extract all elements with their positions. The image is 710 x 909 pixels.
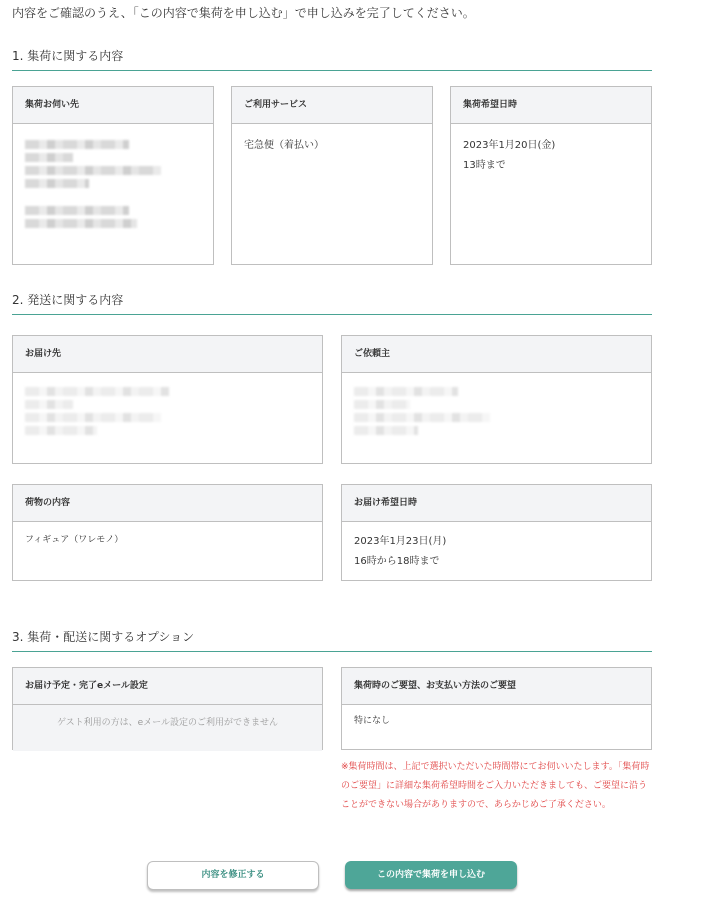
pickup-date: 2023年1月20日(金) <box>463 140 556 151</box>
service-value: 宅急便（着払い） <box>244 140 324 151</box>
sender-card <box>341 335 652 464</box>
pickup-address-redacted <box>13 124 213 244</box>
delivery-datetime-card <box>341 484 652 581</box>
pickup-datetime-card <box>450 86 652 265</box>
contents-label: 荷物の内容 <box>13 485 322 522</box>
redacted-text <box>25 426 97 435</box>
section-title-shipping: 2. 発送に関する内容 <box>12 291 652 315</box>
redacted-text <box>25 400 73 409</box>
service-card <box>231 86 433 265</box>
sender-label: ご依頼主 <box>342 336 651 373</box>
delivery-datetime-label: お届け希望日時 <box>342 485 651 522</box>
email-setting-label: お届け予定・完了eメール設定 <box>13 668 322 705</box>
pickup-address-card <box>12 86 214 265</box>
requests-label: 集荷時のご要望、お支払い方法のご要望 <box>342 668 651 705</box>
redacted-text <box>25 206 129 215</box>
redacted-text <box>25 219 137 228</box>
section-title-pickup: 1. 集荷に関する内容 <box>12 47 652 71</box>
redacted-text <box>25 140 129 149</box>
delivery-time: 16時から18時まで <box>354 556 440 567</box>
redacted-text <box>354 426 418 435</box>
pickup-time: 13時まで <box>463 160 506 171</box>
redacted-text <box>354 400 410 409</box>
recipient-card <box>12 335 323 464</box>
email-setting-card <box>12 667 323 750</box>
redacted-text <box>25 413 161 422</box>
redacted-text <box>25 387 169 396</box>
requests-value: 特になし <box>354 716 391 726</box>
pickup-address-label: 集荷お伺い先 <box>13 87 213 124</box>
section-title-options: 3. 集荷・配送に関するオプション <box>12 628 652 652</box>
redacted-text <box>25 153 73 162</box>
submit-pickup-button[interactable]: この内容で集荷を申し込む <box>345 861 517 889</box>
intro-text: 内容をご確認のうえ、「この内容で集荷を申し込む」で申し込みを完了してください。 <box>12 6 475 20</box>
redacted-text <box>25 166 161 175</box>
edit-button[interactable]: 内容を修正する <box>147 861 319 890</box>
recipient-label: お届け先 <box>13 336 322 373</box>
contents-card <box>12 484 323 581</box>
contents-value: フィギュア（ワレモノ） <box>25 535 124 545</box>
service-label: ご利用サービス <box>232 87 432 124</box>
pickup-time-notice: ※集荷時間は、上記で選択いただいた時間帯にてお伺いいたします。「集荷時のご要望」に詳細な集荷希望時間をご入力いただきましても、ご要望に沿うことができない場合がありますので、あらかじめご了承ください。 <box>341 762 650 810</box>
redacted-text <box>25 179 89 188</box>
redacted-text <box>354 413 490 422</box>
email-setting-value: ゲスト利用の方は、eメール設定のご利用ができません <box>13 705 322 751</box>
redacted-text <box>354 387 458 396</box>
pickup-datetime-label: 集荷希望日時 <box>451 87 651 124</box>
delivery-date: 2023年1月23日(月) <box>354 536 447 547</box>
requests-card <box>341 667 652 750</box>
